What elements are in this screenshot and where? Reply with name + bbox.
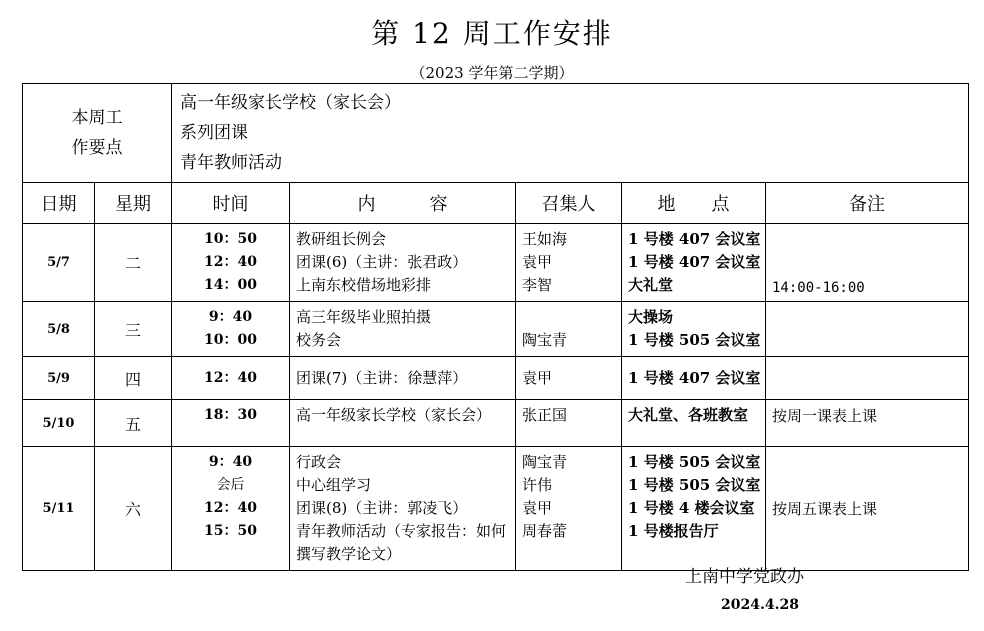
location-entry: 1 号楼报告厅 bbox=[628, 522, 719, 540]
time-entry: 14：00 bbox=[204, 277, 257, 293]
row-weekday: 六 bbox=[95, 447, 172, 571]
time-entry: 12：40 bbox=[204, 254, 257, 270]
content-entry: 团课(6)（主讲：张君政） bbox=[296, 253, 468, 271]
location-entry: 1 号楼 4 楼会议室 bbox=[628, 499, 755, 517]
content-entry: 上南东校借场地彩排 bbox=[296, 276, 432, 294]
time-entry: 会后 bbox=[216, 477, 245, 493]
location-entry: 1 号楼 407 会议室 bbox=[628, 253, 761, 271]
time-entry: 10：50 bbox=[204, 231, 257, 247]
content-entry: 青年教师活动（专家报告：如何撰写教学论文） bbox=[296, 522, 507, 563]
issue-date: 2024.4.28 bbox=[721, 597, 799, 613]
content-entry: 团课(7)（主讲：徐慧萍） bbox=[296, 368, 468, 387]
focus-item: 系列团课 bbox=[180, 123, 248, 143]
convener-entry bbox=[522, 306, 621, 329]
row-date: 5/10 bbox=[23, 400, 95, 447]
time-entry: 12：40 bbox=[204, 500, 257, 516]
page-subtitle: （2023 学年第二学期） bbox=[410, 64, 574, 82]
row-contents bbox=[290, 400, 516, 447]
location-entry: 大礼堂 bbox=[628, 276, 674, 294]
location-entry: 1 号楼 407 会议室 bbox=[628, 368, 761, 387]
location-entry: 大操场 bbox=[628, 308, 674, 326]
row-note: 按周一课表上课 bbox=[766, 400, 969, 447]
row-conveners bbox=[516, 447, 622, 571]
content-entry: 高一年级家长学校（家长会） bbox=[296, 406, 492, 424]
convener-entry: 王如海 bbox=[522, 230, 568, 248]
time-entry: 12：40 bbox=[204, 369, 257, 386]
time-entry: 10：00 bbox=[204, 332, 257, 348]
time-entry: 18：30 bbox=[204, 407, 257, 423]
convener-entry: 许伟 bbox=[522, 476, 553, 494]
content-entry: 校务会 bbox=[296, 331, 342, 349]
row-note: 14:00-16:00 bbox=[766, 224, 969, 302]
row-times bbox=[172, 447, 290, 571]
time-entry: 15：50 bbox=[204, 523, 257, 539]
location-entry: 1 号楼 505 会议室 bbox=[628, 331, 761, 349]
row-date: 5/11 bbox=[23, 447, 95, 571]
location-entry: 大礼堂、各班教室 bbox=[628, 406, 749, 424]
row-times bbox=[172, 400, 290, 447]
location-entry: 1 号楼 505 会议室 bbox=[628, 476, 761, 494]
header-location: 地 点 bbox=[622, 183, 766, 224]
content-entry: 团课(8)（主讲：郭凌飞） bbox=[296, 499, 468, 517]
row-note bbox=[766, 357, 969, 400]
row-conveners bbox=[516, 224, 622, 302]
issuer-signature: 上南中学党政办 bbox=[685, 567, 804, 587]
content-entry: 行政会 bbox=[296, 453, 342, 471]
convener-entry: 张正国 bbox=[522, 406, 568, 424]
row-times bbox=[172, 224, 290, 302]
schedule-table bbox=[22, 83, 969, 571]
location-entry: 1 号楼 407 会议室 bbox=[628, 230, 761, 248]
row-date: 5/8 bbox=[23, 302, 95, 357]
row-locations bbox=[622, 400, 766, 447]
row-date: 5/9 bbox=[23, 357, 95, 400]
convener-entry: 李智 bbox=[522, 276, 553, 294]
convener-entry: 袁甲 bbox=[522, 499, 553, 517]
row-weekday: 三 bbox=[95, 302, 172, 357]
row-weekday: 四 bbox=[95, 357, 172, 400]
row-conveners bbox=[516, 302, 622, 357]
page-title: 第 12 周工作安排 bbox=[371, 17, 613, 50]
header-row bbox=[23, 183, 969, 224]
focus-heading bbox=[23, 84, 172, 183]
row-contents bbox=[290, 357, 516, 400]
header-weekday: 星期 bbox=[95, 183, 172, 224]
focus-heading-line2: 作要点 bbox=[71, 138, 123, 158]
time-entry: 9：40 bbox=[208, 309, 253, 325]
focus-row bbox=[23, 84, 969, 183]
header-content: 内 容 bbox=[290, 183, 516, 224]
table-row bbox=[23, 224, 969, 302]
focus-heading-line1: 本周工 bbox=[71, 108, 123, 128]
header-time: 时间 bbox=[172, 183, 290, 224]
row-contents bbox=[290, 224, 516, 302]
header-convener: 召集人 bbox=[516, 183, 622, 224]
row-weekday: 二 bbox=[95, 224, 172, 302]
row-contents bbox=[290, 302, 516, 357]
content-entry: 高三年级毕业照拍摄 bbox=[296, 308, 432, 326]
header-date: 日期 bbox=[23, 183, 95, 224]
convener-entry: 周春蕾 bbox=[522, 522, 568, 540]
row-conveners bbox=[516, 357, 622, 400]
row-locations bbox=[622, 447, 766, 571]
row-conveners bbox=[516, 400, 622, 447]
table-row bbox=[23, 400, 969, 447]
content-entry: 中心组学习 bbox=[296, 476, 372, 494]
content-entry: 教研组长例会 bbox=[296, 230, 387, 248]
focus-item: 青年教师活动 bbox=[180, 153, 282, 173]
header-note: 备注 bbox=[766, 183, 969, 224]
row-note bbox=[766, 302, 969, 357]
focus-items bbox=[172, 84, 969, 183]
row-note: 按周五课表上课 bbox=[766, 447, 969, 571]
row-contents bbox=[290, 447, 516, 571]
row-weekday: 五 bbox=[95, 400, 172, 447]
convener-entry: 陶宝青 bbox=[522, 331, 568, 349]
table-row bbox=[23, 357, 969, 400]
convener-entry: 袁甲 bbox=[522, 368, 553, 387]
location-entry: 1 号楼 505 会议室 bbox=[628, 453, 761, 471]
row-date: 5/7 bbox=[23, 224, 95, 302]
convener-entry: 袁甲 bbox=[522, 253, 553, 271]
row-locations bbox=[622, 357, 766, 400]
row-times bbox=[172, 302, 290, 357]
row-locations bbox=[622, 224, 766, 302]
row-locations bbox=[622, 302, 766, 357]
time-entry: 9：40 bbox=[208, 454, 253, 470]
row-times bbox=[172, 357, 290, 400]
table-row bbox=[23, 302, 969, 357]
convener-entry: 陶宝青 bbox=[522, 453, 568, 471]
focus-item: 高一年级家长学校（家长会） bbox=[180, 93, 401, 113]
table-row bbox=[23, 447, 969, 571]
